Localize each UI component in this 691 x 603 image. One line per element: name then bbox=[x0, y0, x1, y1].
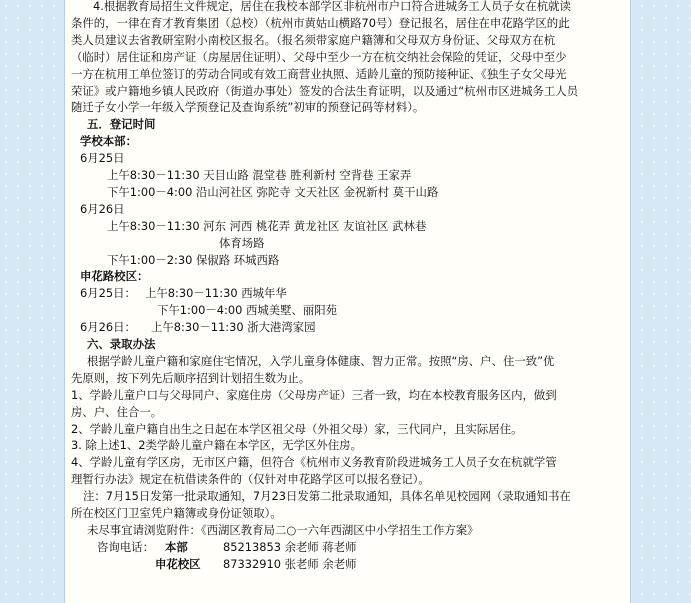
june-25-morning: 上午8:30－11:30 天目山路 混堂巷 胜利新村 空背巷 王家弄 bbox=[107, 168, 412, 182]
admission-line-8: 理暂行办法》规定在杭借读条件的（仅针对申花路学区可以报名登记）。 bbox=[71, 472, 430, 487]
june-26-morning: 上午8:30－11:30 河东 河西 桃花弄 黄龙社区 友谊社区 武林巷 bbox=[107, 218, 427, 233]
admission-line-6: 3. 除上述1、2类学龄儿童户籍在本学区，无学区外住房。 bbox=[71, 438, 362, 453]
date-june-26: 6月26日 bbox=[80, 201, 125, 216]
admission-line-7: 4、学龄儿童有学区房，无市区户籍，但符合《杭州市义务教育阶段进城务工人员子女在杭就学管 bbox=[71, 455, 557, 470]
intro-line-5: 一方在杭用工单位签订的劳动合同或有效工商营业执照、适龄儿童的预防接种证、《独生子女父母光 bbox=[71, 66, 567, 81]
admission-note-2: 所在校区门卫室凭户籍簿或身份证领取）。 bbox=[71, 506, 282, 520]
admission-line-4: 房、户、住合一。 bbox=[71, 404, 163, 419]
admission-line-3: 1、学龄儿童户口与父母同户、家庭住房（父母房产证）三者一致，均在本校教育服务区内，做到 bbox=[71, 387, 557, 402]
intro-line-4: （临时）居住证和房产证（房屋居住证明）、父母中至少一方在杭交纳社会保险的凭证，父母中至少 bbox=[71, 49, 567, 64]
intro-line-2: 条件的，一律在育才教育集团（总校）（杭州市黄姑山横路70号）登记报名，居住在申花路学区的此 bbox=[71, 15, 570, 30]
section-registration-title: 五．登记时间 bbox=[87, 117, 156, 132]
admission-line-1: 根据学龄儿童户籍和家庭住宅情况，入学儿童身体健康、智力正常。按照“房、户、住一致”优 bbox=[87, 353, 555, 368]
section-admission-title: 六、录取办法 bbox=[87, 337, 156, 351]
june-25-afternoon: 下午1:00－4:00 沿山河社区 弥陀寺 文天社区 金祝新村 莫干山路 bbox=[107, 184, 439, 199]
attachment-line: 未尽事宜请浏览附件：《西湖区教育局二○一六年西湖区中小学招生工作方案》 bbox=[87, 522, 479, 537]
contact-label: 咨询电话： bbox=[97, 539, 154, 554]
shenhua-date-june-25: 6月25日： bbox=[80, 286, 136, 301]
shenhua-date-june-26: 6月26日： bbox=[80, 320, 136, 335]
intro-line-7: 随迁子女小学一年级入学预登记及查询系统”初审的预登记码等材料）。 bbox=[71, 100, 425, 115]
shenhua-june-25-morning: 上午8:30－11:30 西城年华 bbox=[145, 286, 287, 301]
june-26-morning-cont: 体育场路 bbox=[219, 235, 265, 250]
main-campus-heading: 学校本部： bbox=[80, 134, 137, 149]
admission-line-5: 2、学龄儿童户籍自出生之日起在本学区祖父母（外祖父母）家，三代同户，且实际居住。 bbox=[71, 421, 523, 436]
date-june-25: 6月25日 bbox=[80, 151, 125, 166]
contact-shenhua-campus: 申花校区 bbox=[155, 556, 201, 571]
june-26-afternoon: 下午1:00－2:30 保俶路 环城西路 bbox=[107, 252, 280, 267]
shenhua-campus-heading: 申花路校区： bbox=[80, 269, 149, 284]
admission-note-1: 注：7月15日发第一批录取通知，7月23日发第二批录取通知，具体名单见校园网（录取通知书在 bbox=[83, 489, 571, 504]
contact-main-campus: 本部 bbox=[165, 539, 188, 554]
document-page bbox=[64, 0, 631, 603]
contact-shenhua-info: 87332910 张老师 余老师 bbox=[223, 556, 357, 571]
shenhua-june-25-afternoon: 下午1:00－4:00 西城美墅、丽阳苑 bbox=[157, 303, 338, 318]
intro-line-1: 4.根据教育局招生文件规定，居住在我校本部学区非杭州市户口符合进城务工人员子女在杭就读 bbox=[93, 0, 571, 13]
intro-line-6: 荣证》或户籍地乡镇人民政府（街道办事处）签发的合法生育证明，以及通过“杭州市区进城务工人员 bbox=[71, 83, 579, 98]
admission-line-2: 先原则，按下列先后顺序招到计划招生数为止。 bbox=[71, 370, 311, 385]
intro-line-3: 类人员建议去省教研室附小南校区报名。（报名须带家庭户籍簿和父母双方身份证、父母双方在杭 bbox=[71, 32, 556, 47]
shenhua-june-26-morning: 上午8:30－11:30 浙大港湾家园 bbox=[151, 320, 316, 335]
contact-main-info: 85213853 余老师 蒋老师 bbox=[223, 539, 357, 554]
